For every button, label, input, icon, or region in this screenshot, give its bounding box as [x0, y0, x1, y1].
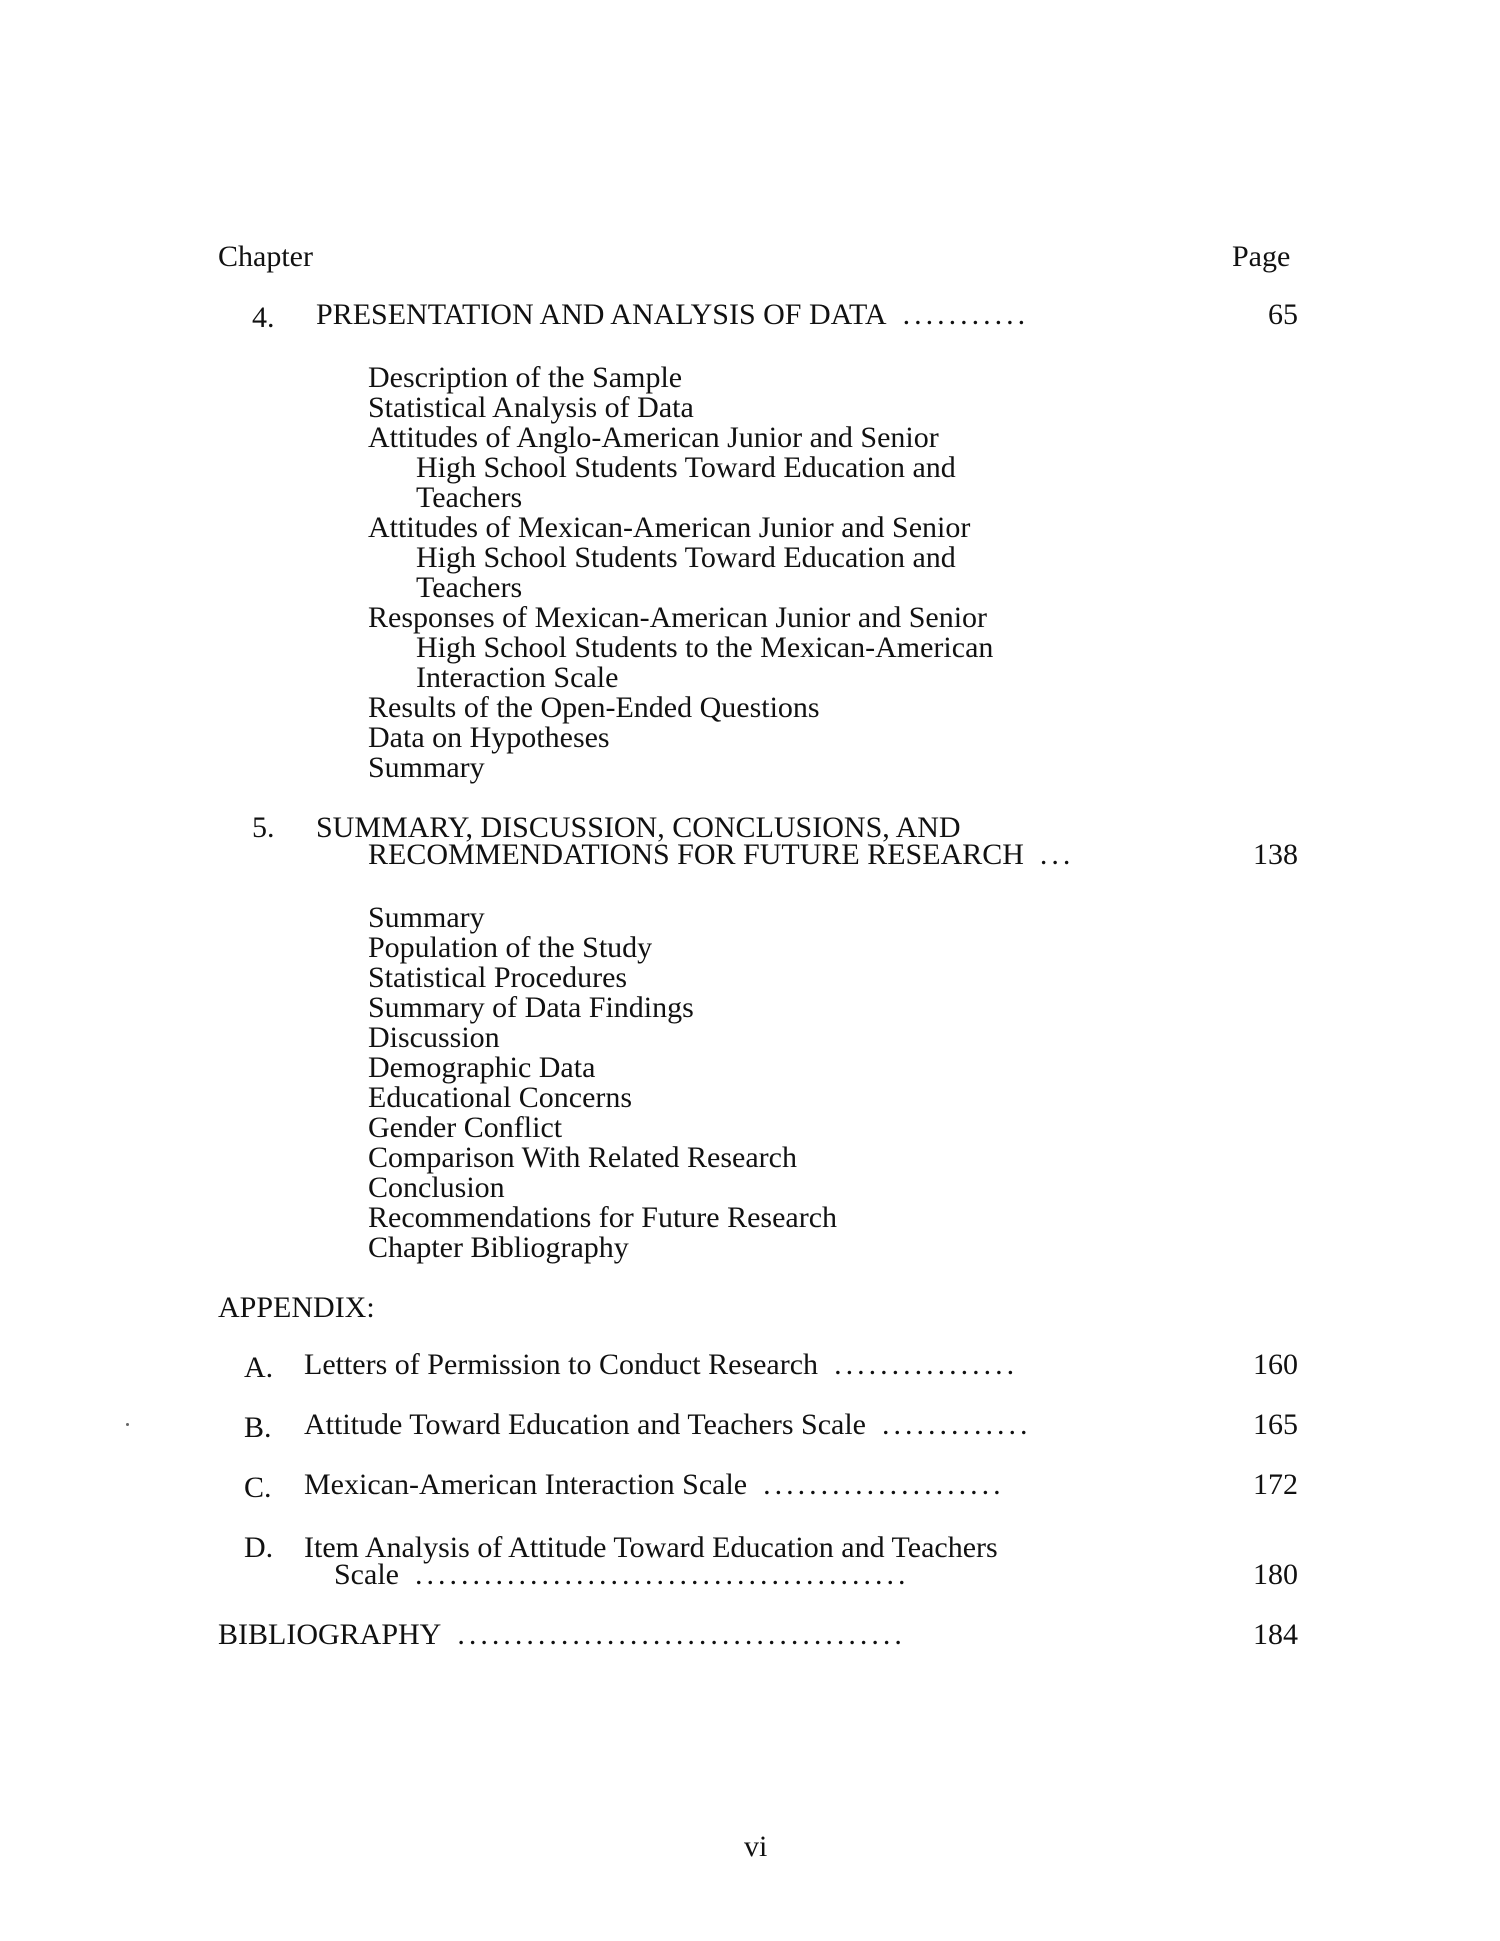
chapter-5-leader: ...: [1039, 839, 1075, 871]
ch4-subsection: Attitudes of Mexican-American Junior and Senior: [368, 511, 971, 544]
scan-speck: [126, 1423, 129, 1426]
ch4-subsection-continued: Teachers: [416, 571, 523, 604]
ch5-subsection: Gender Conflict: [368, 1111, 563, 1144]
appendix-b-letter: B.: [244, 1411, 272, 1444]
ch5-subsection: Population of the Study: [368, 931, 653, 964]
appendix-b-leader: .............: [882, 1409, 1032, 1441]
ch4-subsection-continued: Teachers: [416, 481, 523, 514]
chapter-5-entry: [368, 839, 1208, 871]
ch5-subsection: Conclusion: [368, 1171, 505, 1204]
appendix-a-entry: [304, 1349, 1208, 1381]
ch4-subsection: Results of the Open-Ended Questions: [368, 691, 820, 724]
ch5-subsection: Demographic Data: [368, 1051, 596, 1084]
ch5-subsection: Discussion: [368, 1021, 500, 1054]
ch4-subsection-continued: High School Students Toward Education and: [416, 451, 956, 484]
ch4-subsection: Attitudes of Anglo-American Junior and Senior: [368, 421, 939, 454]
ch4-subsection: Statistical Analysis of Data: [368, 391, 694, 424]
ch5-subsection: Chapter Bibliography: [368, 1231, 629, 1264]
appendix-c-title: Mexican-American Interaction Scale: [304, 1468, 748, 1501]
appendix-d-leader: ...........................................: [414, 1559, 910, 1591]
appendix-a-page: 160: [1253, 1348, 1298, 1381]
appendix-label: APPENDIX:: [218, 1291, 375, 1324]
appendix-c-letter: C.: [244, 1471, 272, 1504]
chapter-4-entry: [316, 299, 1208, 331]
appendix-a-title: Letters of Permission to Conduct Research: [304, 1348, 819, 1381]
ch4-subsection: Summary: [368, 751, 485, 784]
chapter-5-number: 5.: [252, 811, 275, 844]
chapter-4-page: 65: [1268, 298, 1298, 331]
ch4-subsection: Responses of Mexican-American Junior and Senior: [368, 601, 988, 634]
appendix-d-title: Item Analysis of Attitude Toward Education and Teachers: [304, 1531, 998, 1564]
ch5-subsection: Comparison With Related Research: [368, 1141, 797, 1174]
appendix-c-leader: .....................: [763, 1469, 1005, 1501]
ch4-subsection-continued: Interaction Scale: [416, 661, 619, 694]
ch4-subsection: Description of the Sample: [368, 361, 683, 394]
chapter-5-title-line1: SUMMARY, DISCUSSION, CONCLUSIONS, AND: [316, 811, 961, 844]
appendix-b-page: 165: [1253, 1408, 1298, 1441]
ch5-subsection: Summary of Data Findings: [368, 991, 694, 1024]
chapter-5-title-line2: RECOMMENDATIONS FOR FUTURE RESEARCH: [368, 838, 1024, 871]
appendix-a-letter: A.: [244, 1351, 274, 1384]
appendix-c-page: 172: [1253, 1468, 1298, 1501]
page-column-header: Page: [1232, 240, 1291, 273]
bibliography-entry: [218, 1619, 1208, 1651]
chapter-4-number: 4.: [252, 301, 275, 334]
chapter-5-page: 138: [1253, 838, 1298, 871]
appendix-c-entry: [304, 1469, 1208, 1501]
ch5-subsection: Recommendations for Future Research: [368, 1201, 838, 1234]
ch4-subsection-continued: High School Students Toward Education and: [416, 541, 956, 574]
appendix-d-letter: D.: [244, 1531, 274, 1564]
ch4-subsection-continued: High School Students to the Mexican-American: [416, 631, 994, 664]
appendix-b-title: Attitude Toward Education and Teachers Scale: [304, 1408, 867, 1441]
appendix-a-leader: ................: [834, 1349, 1019, 1381]
appendix-d-page: 180: [1253, 1558, 1298, 1591]
ch5-subsection: Educational Concerns: [368, 1081, 633, 1114]
page-number: vi: [744, 1830, 768, 1863]
ch4-subsection: Data on Hypotheses: [368, 721, 610, 754]
chapter-4-title: PRESENTATION AND ANALYSIS OF DATA: [316, 298, 887, 331]
bibliography-page: 184: [1253, 1618, 1298, 1651]
appendix-d-title-line2: Scale: [334, 1558, 399, 1591]
chapter-4-leader: ...........: [902, 299, 1030, 331]
ch5-subsection: Statistical Procedures: [368, 961, 628, 994]
appendix-b-entry: [304, 1409, 1208, 1441]
ch5-subsection: Summary: [368, 901, 485, 934]
bibliography-label: BIBLIOGRAPHY: [218, 1618, 442, 1651]
appendix-d-entry: [334, 1559, 1208, 1591]
bibliography-leader: .......................................: [457, 1619, 906, 1651]
chapter-column-header: Chapter: [218, 240, 313, 273]
